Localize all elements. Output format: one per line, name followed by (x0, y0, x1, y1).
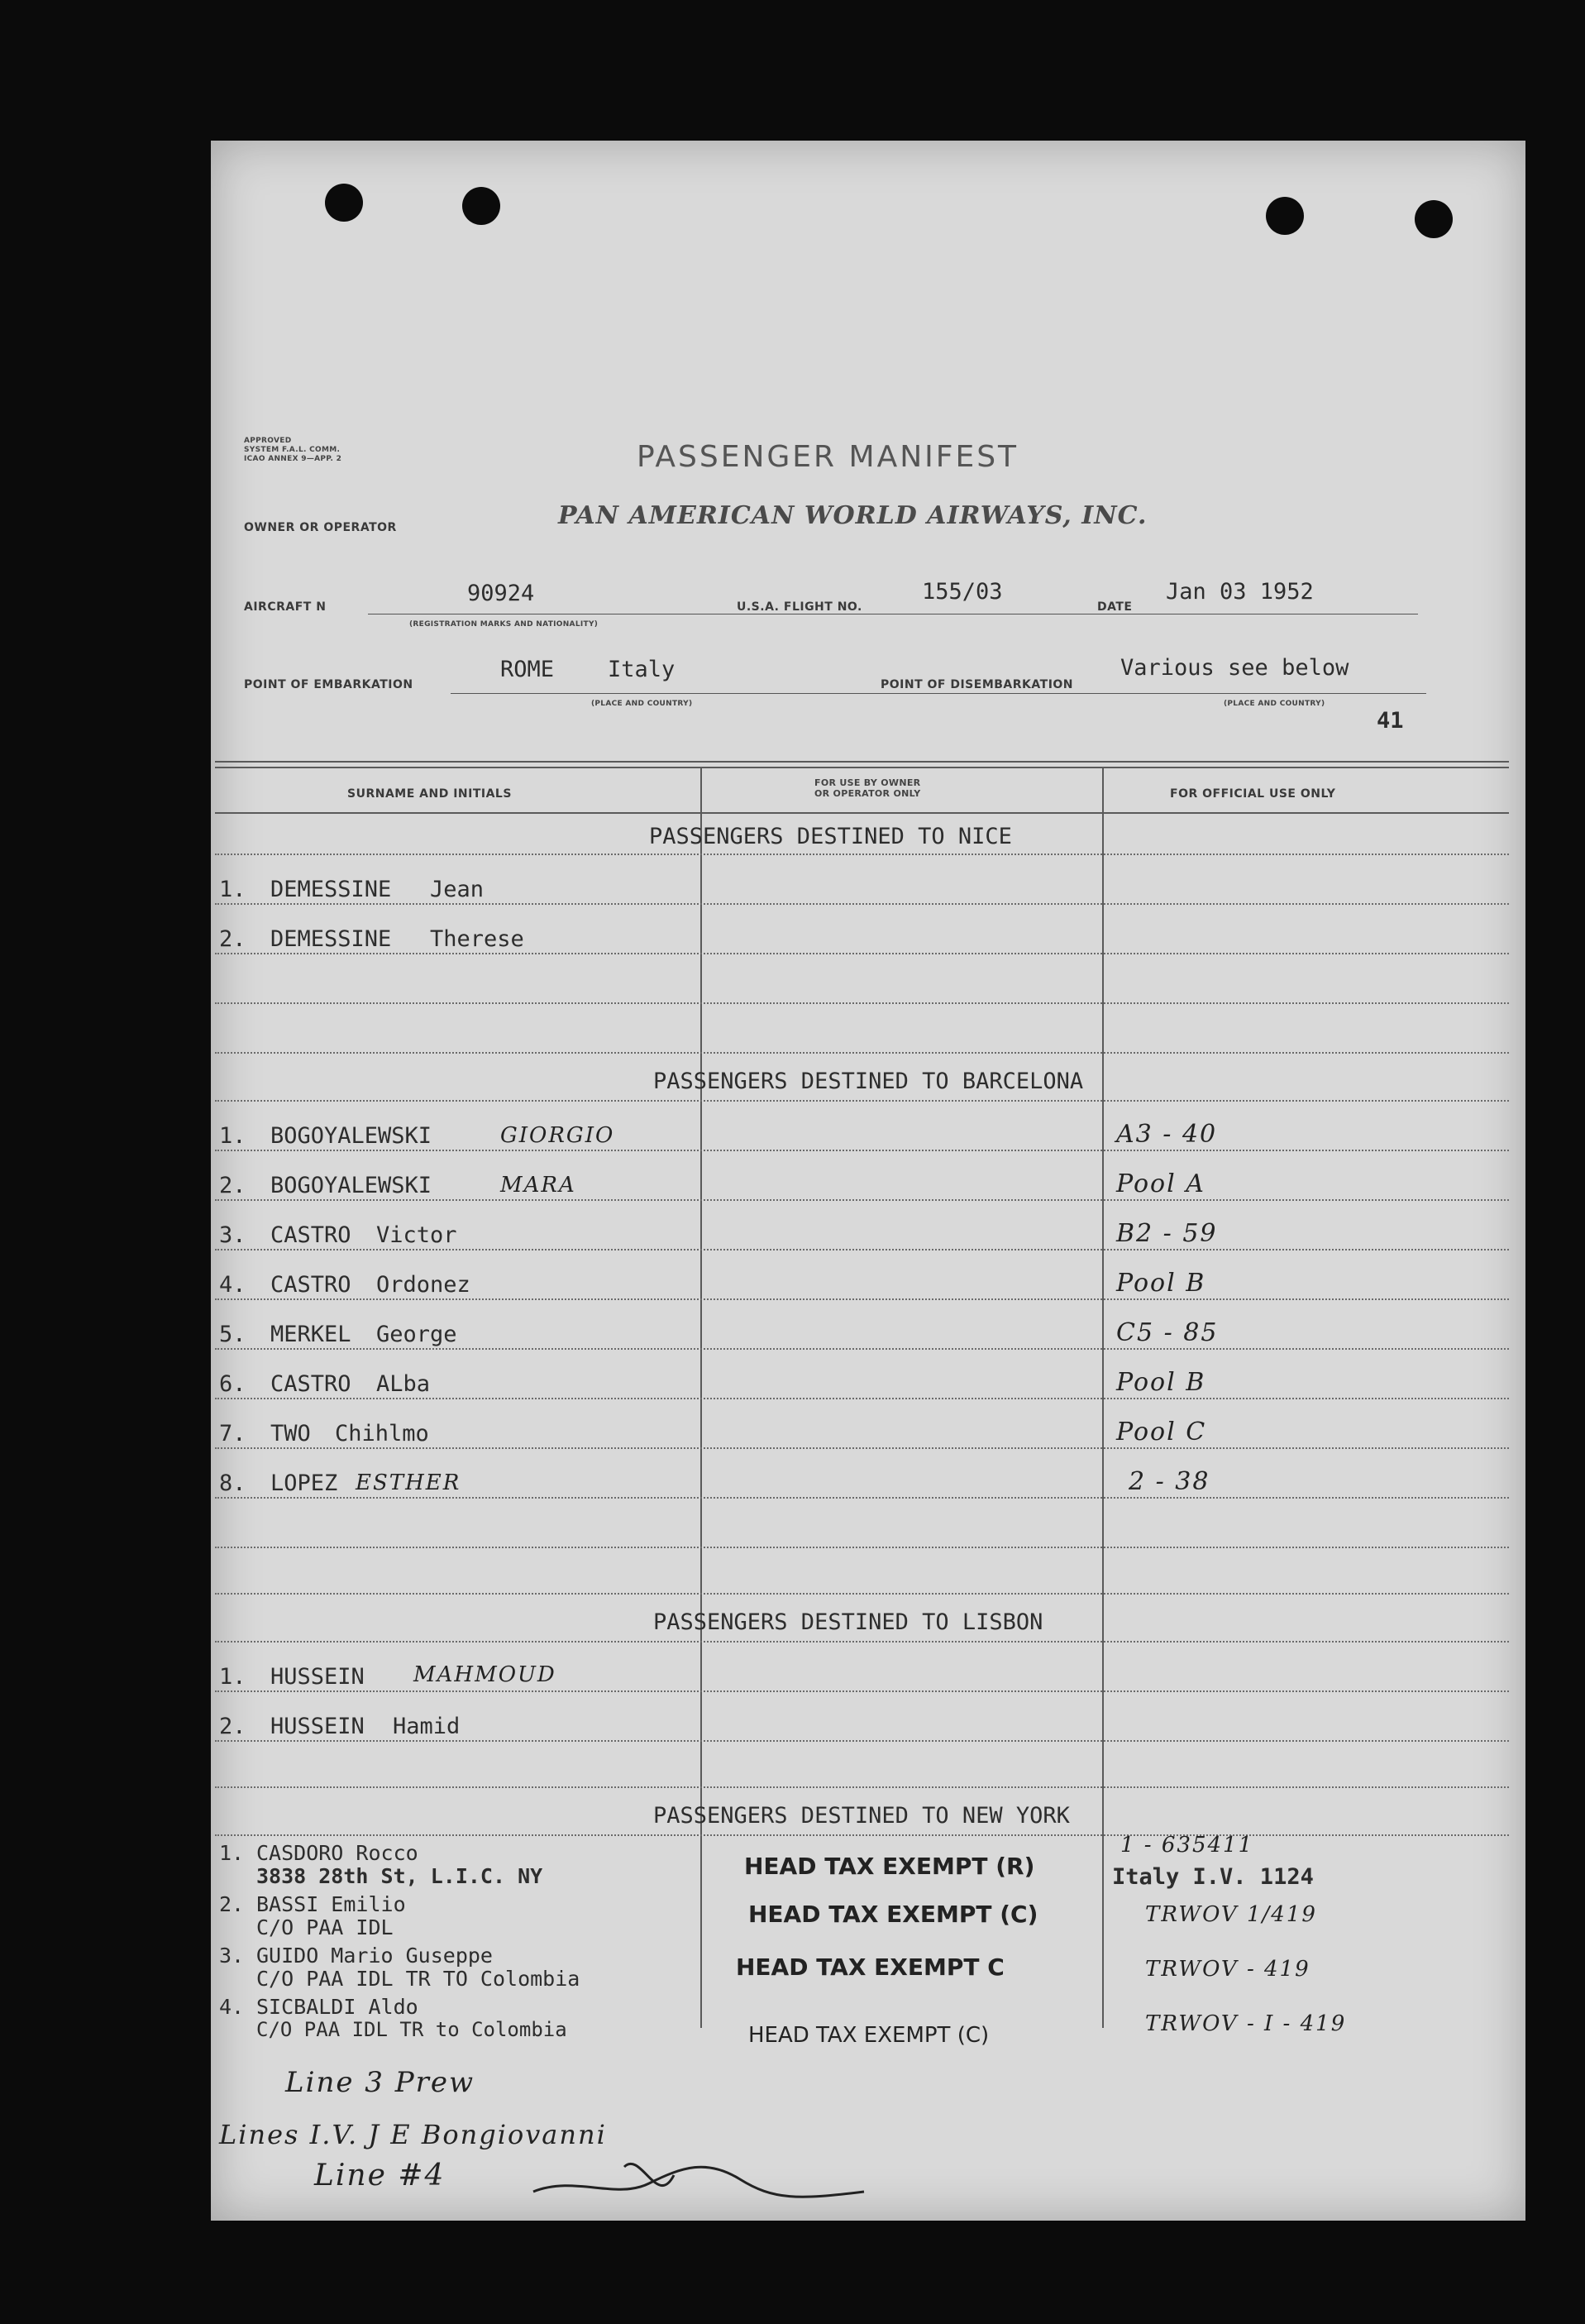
section-heading-nice: PASSENGERS DESTINED TO NICE (649, 824, 1012, 849)
owner-label: OWNER OR OPERATOR (244, 521, 397, 534)
page-title: PASSENGER MANIFEST (637, 440, 1019, 474)
manifest-sheet: APPROVED SYSTEM F.A.L. COMM. ICAO ANNEX 9—APP. 2 PASSENGER MANIFEST OWNER OR OPERATOR PAN AMERICAN WORLD AIRWAYS, INC. AIRCRAFT N 90924 (REGISTRATION MARKS AND NATIONALITY) U.S.A. FLIGHT NO. 155/03 DATE Jan 03 1952 POINT OF EMBARKATION ROME Italy (PLACE AND COUNTRY) POINT OF DISEMBARKATION Various see below (PLACE AND COUNTRY) 41 SURNAME AND INITIALS FOR USE BY OWNER OR OPERATOR ONLY FOR OFFICIAL USE ONLY PASSENGERS DESTINED TO NICE 1. DEMESSINE Jean 2. DEMESSINE Therese PASSENGERS DESTINED TO BARCELONA 1. BOGOYALEWSKI GIORGIO A3 - 40 2. BOGOYALEWSKI MARA Pool A 3. CASTRO Victor B2 - 59 4. CASTRO Ordonez Pool B 5. MERKEL George C5 - 85 6. CASTRO ALba Pool B 7. TWO Chihlmo Pool C 8. LOPEZ ESTHER 2 - 38 PASSENGERS DESTINED TO LISBON 1. HUSSEIN MAHMOUD 2. HUSSEIN Hamid PASSENGERS DESTINED TO NEW YORK 1. CASDORO Rocco 3838 28th St, L.I.C. NY HEAD TAX EXEMPT (R) 1 - 635411 Italy I.V. 1124 2. BASSI Emilio C/O PAA IDL HEAD TAX EXEMPT (C) TRWOV 1/419 3. GUIDO Mario Guseppe C/O PAA IDL TR TO Colombia HEAD TAX EXEMPT C TRWOV - 419 4. SICBALDI Aldo C/O PAA IDL TR to Colombia HEAD TAX EXEMPT (C) TRWOV - I - 419 Line 3 Prew Lines I.V. J E Bongiovanni Line #4 (211, 141, 1525, 2221)
punch-hole-2 (462, 187, 500, 225)
page-number: 41 (1377, 708, 1404, 734)
section-heading-new-york: PASSENGERS DESTINED TO NEW YORK (653, 1803, 1070, 1829)
disembarkation-caption: (PLACE AND COUNTRY) (1224, 700, 1325, 708)
date-label: DATE (1097, 600, 1133, 614)
punch-hole-4 (1415, 200, 1453, 238)
flight-date: Jan 03 1952 (1166, 579, 1314, 605)
signature-mark (525, 2142, 872, 2216)
aircraft-number: 90924 (467, 581, 535, 606)
company-name: PAN AMERICAN WORLD AIRWAYS, INC. (558, 501, 1148, 530)
footer-note-line3: Line 3 Prew (285, 2066, 475, 2099)
approval-block: APPROVED SYSTEM F.A.L. COMM. ICAO ANNEX 9—APP. 2 (244, 437, 342, 463)
aircraft-caption: (REGISTRATION MARKS AND NATIONALITY) (409, 620, 599, 629)
embarkation-city: ROME (500, 657, 555, 682)
section-heading-lisbon: PASSENGERS DESTINED TO LISBON (653, 1609, 1043, 1635)
column-official: FOR OFFICIAL USE ONLY (1170, 787, 1336, 801)
embarkation-label: POINT OF EMBARKATION (244, 678, 413, 691)
aircraft-label: AIRCRAFT N (244, 600, 327, 614)
punch-hole-1 (325, 184, 363, 222)
footer-note-line4: Line #4 (314, 2159, 446, 2192)
flight-label: U.S.A. FLIGHT NO. (737, 600, 862, 614)
footer-note-lines-iv: Lines I.V. J E Bongiovanni (219, 2119, 607, 2150)
embarkation-caption: (PLACE AND COUNTRY) (591, 700, 693, 708)
column-surname: SURNAME AND INITIALS (347, 787, 512, 801)
punch-hole-3 (1266, 197, 1304, 235)
embarkation-country: Italy (608, 657, 676, 682)
section-heading-barcelona: PASSENGERS DESTINED TO BARCELONA (653, 1069, 1084, 1094)
column-owner-use: FOR USE BY OWNER OR OPERATOR ONLY (814, 777, 921, 799)
disembarkation-value: Various see below (1120, 655, 1349, 681)
disembarkation-label: POINT OF DISEMBARKATION (881, 678, 1074, 691)
flight-number: 155/03 (922, 579, 1003, 605)
